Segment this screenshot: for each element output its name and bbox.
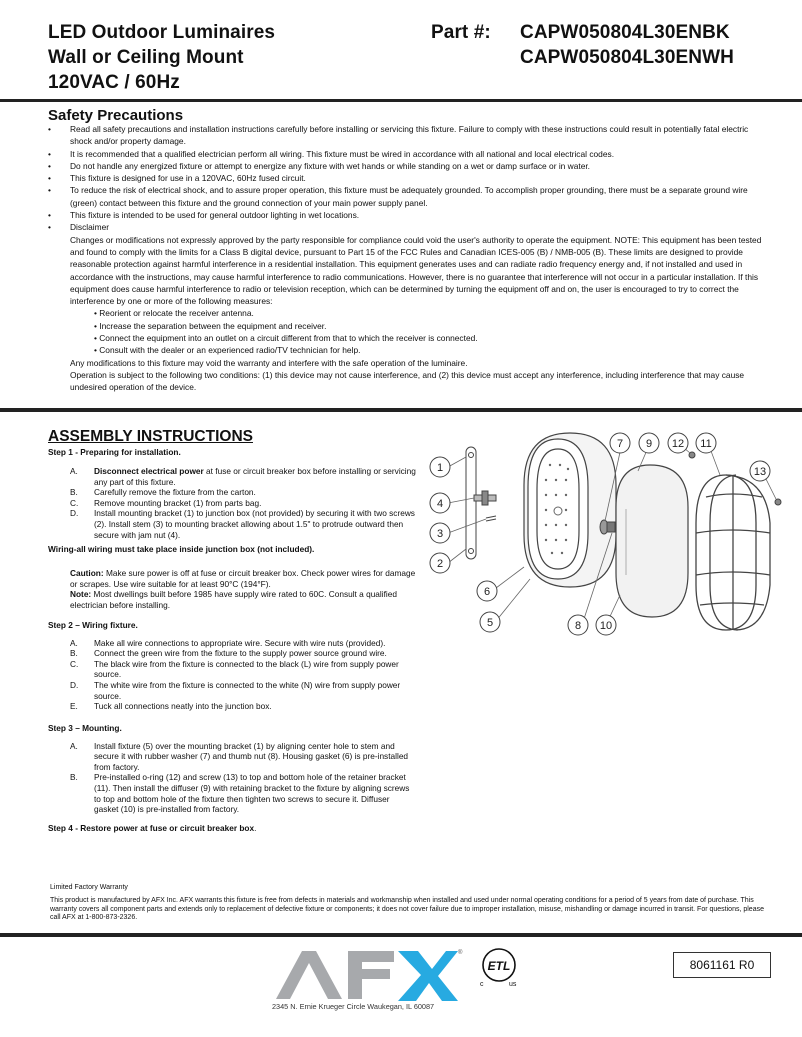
measure-item: • Reorient or relocate the receiver antenna.	[94, 308, 254, 319]
callout-8	[568, 615, 588, 635]
note-text: Note: Most dwellings built before 1985 have supply wire rated to 60C. Consult a qualified electrician before installing.	[70, 589, 397, 610]
safety-list	[48, 123, 764, 394]
step1-item-a: A. Disconnect electrical power at fuse or circuit breaker box before installing or servicing any part of this fixture.	[70, 466, 416, 487]
measure-item: • Consult with the dealer or an experienced radio/TV technician for help.	[94, 345, 361, 356]
cage-drawing	[696, 475, 770, 630]
measure-item: • Increase the separation between the equipment and receiver.	[94, 320, 327, 331]
step1-item-d: D. Install mounting bracket (1) to junction box (not provided) by securing it with two screws (2). Install stem (3) to mounting bracket allowing about 1.5" to protrude outward then secure with jam nut (4).	[70, 508, 415, 540]
callout-6	[477, 581, 497, 601]
svg-text:13: 13	[753, 466, 767, 478]
safety-title: Safety Precautions	[48, 107, 184, 124]
safety-item: • Read all safety precautions and installation instructions carefully before installing or servicing this fixture. Failure to comply with these instructions could result in potentially fatal electric shock and/or property damage.	[48, 124, 749, 147]
washer-nut-drawing	[600, 520, 615, 534]
step1-item-c: C. Remove mounting bracket (1) from parts bag.	[70, 497, 262, 508]
disclaimer-title: Disclaimer	[70, 222, 110, 233]
part-number-black: CAPW050804L30ENBK	[520, 22, 730, 43]
mounting-bracket-drawing	[466, 447, 496, 559]
callout-13	[750, 461, 770, 481]
callout-3	[430, 523, 450, 543]
callout-5	[480, 612, 500, 632]
step4-title: Step 4 - Restore power at fuse or circuit breaker box.	[48, 822, 257, 833]
svg-text:8: 8	[574, 620, 582, 632]
svg-text:9: 9	[645, 438, 653, 450]
svg-text:11: 11	[700, 438, 712, 450]
wiring-heading: Wiring-all wiring must take place inside junction box (not included).	[48, 544, 315, 555]
svg-text:6: 6	[483, 586, 491, 598]
footer-divider	[0, 933, 802, 937]
step2-item: C. The black wire from the fixture is connected to the black (L) wire from supply power source.	[70, 658, 399, 680]
callout-10	[596, 615, 616, 635]
safety-item: • To reduce the risk of electrical shock, and to assure proper operation, this fixture must be adequately grounded. To accomplish proper grounding, there must be a separate ground wire (green) contact between this fixture and the ground connection of your main power supply panel.	[48, 185, 748, 208]
title-line-2: Wall or Ceiling Mount	[48, 47, 244, 68]
svg-text:2: 2	[436, 558, 444, 570]
svg-text:3: 3	[436, 528, 444, 540]
svg-text:7: 7	[616, 438, 624, 450]
callout-7	[610, 433, 630, 453]
afx-logo-letters	[276, 951, 394, 999]
disclaimer-item: • Disclaimer Changes or modifications not expressly approved by the party responsible for compliance could void the user's authority to operate the equipment. NOTE: This equipment has been tested and found to comply with the limits for a Class B digital device, pursuant to Part 15 of the FCC Rules and Canadian ICES-005 (B) / NMB-005 (B). These limits are designed to provide reasonable protection against harmful interference in a residential installation. This equipment generates uses and can radiate radio frequency energy and, if not installed and used in accordance with the instructions, may cause harmful interference to radio communications. However, there is no guarantee that interference will not occur in a particular installation. If this equipment does cause harmful interference to radio or television reception, which can be determined by turning the equipment off and on, the user is encouraged to try to correct the interference by one or more of the following measures: • Reorient or relocate the receiver antenna. • Increase the separation between the equipment and receiver. • Connect the equipment into an outlet on a circuit different from that to which the receiver is connected. • Consult with the dealer or an experienced radio/TV technician for help. Any modifications to this fixture may void the warranty and interfere with the safe operation of the luminaire. Operation is subject to the following two conditions: (1) this device may not cause interference, and (2) this device must accept any interference, including interference that may cause undesired operation of the device.	[48, 221, 764, 393]
safety-item: • This fixture is designed for use in a 120VAC, 60Hz fused circuit.	[48, 173, 306, 184]
callout-12	[668, 433, 688, 453]
callout-2	[430, 553, 450, 573]
part-label: Part #:	[431, 22, 491, 43]
operation-text: Operation is subject to the following two conditions: (1) this device may not cause interference, and (2) this device must accept any interference, including interference that may cause undesired operation of the device.	[70, 369, 745, 393]
step3-item: B. Pre-installed o-ring (12) and screw (13) to top and bottom hole of the retainer bracket (11). Then install the diffuser (9) with retaining bracket to the fixture by aligning screws to top and bottom hole of the fixture then tighten two screws to secure it. Diffuser gasket (10) is pre-installed from factory.	[70, 772, 410, 815]
svg-text:ETL: ETL	[487, 959, 511, 973]
safety-item: • This fixture is intended to be used for general outdoor lighting in wet locations.	[48, 210, 360, 221]
assembly-body	[48, 447, 416, 833]
document-number: 8061161 R0	[673, 952, 771, 978]
svg-text:us: us	[509, 981, 517, 988]
step2-title: Step 2 – Wiring fixture.	[48, 619, 138, 630]
exploded-diagram	[420, 425, 800, 645]
modification-text: Any modifications to this fixture may void the warranty and interfere with the safe operation of the luminaire.	[70, 357, 468, 368]
callout-1	[430, 457, 450, 477]
svg-text:10: 10	[599, 620, 613, 632]
warranty-text: This product is manufactured by AFX Inc. AFX warrants this fixture is free from defects in materials and workmanship when installed and used under normal operating conditions for a period of 5 years from date of purchase. This warranty covers all component parts and extends only to replacement of defective fixture or components; it does not cover failure due to improper installation, misuse, mishandling or damage incurred in transit. For questions, please call AFX at 1-800-873-2326.	[50, 897, 764, 922]
title-line-1: LED Outdoor Luminaires	[48, 22, 276, 43]
measure-item: • Connect the equipment into an outlet on a circuit different from that to which the receiver is connected.	[94, 333, 478, 344]
assembly-title: ASSEMBLY INSTRUCTIONS	[48, 428, 253, 445]
afx-logo	[272, 945, 464, 1005]
warranty-title: Limited Factory Warranty	[50, 884, 128, 891]
svg-text:c: c	[480, 981, 484, 988]
safety-item: • It is recommended that a qualified electrician perform all wiring. This fixture must be wired in accordance with all national and local electrical codes.	[48, 148, 615, 159]
step2-item: A. Make all wire connections to appropriate wire. Secure with wire nuts (provided).	[70, 637, 386, 648]
callout-11	[696, 433, 716, 453]
afx-logo-x	[398, 951, 458, 1001]
step2-item: E. Tuck all connections neatly into the junction box.	[70, 701, 272, 712]
step2-item: B. Connect the green wire from the fixture to the supply power source ground wire.	[70, 648, 387, 659]
safety-divider	[0, 408, 802, 412]
safety-item: • Do not handle any energized fixture or attempt to energize any fixture with wet hands or while standing on a wet or damp surface or in water.	[48, 160, 591, 171]
etl-certification-mark	[478, 944, 520, 988]
step1-title: Step 1 - Preparing for installation.	[48, 447, 181, 457]
callout-4	[430, 493, 450, 513]
svg-text:®: ®	[458, 950, 463, 956]
step3-item: A. Install fixture (5) over the mounting bracket (1) by aligning center hole to stem and secure it with rubber washer (7) and thumb nut (8). Housing gasket (6) is pre-installed from factory.	[70, 740, 409, 772]
svg-text:1: 1	[436, 462, 444, 474]
part-number-white: CAPW050804L30ENWH	[520, 47, 734, 68]
header-divider	[0, 99, 802, 102]
callout-9	[639, 433, 659, 453]
step2-item: D. The white wire from the fixture is connected to the white (N) wire from supply power source.	[70, 679, 401, 701]
step3-title: Step 3 – Mounting.	[48, 722, 122, 733]
diffuser-drawing	[616, 465, 688, 617]
step1-item-b: B. Carefully remove the fixture from the carton.	[70, 487, 256, 498]
title-line-3: 120VAC / 60Hz	[48, 72, 180, 93]
svg-text:5: 5	[486, 617, 494, 629]
company-address: 2345 N. Ernie Krueger Circle Waukegan, IL 60087	[272, 1002, 435, 1011]
svg-text:4: 4	[436, 498, 444, 510]
svg-text:12: 12	[671, 438, 685, 450]
caution-text: Caution: Make sure power is off at fuse or circuit breaker box. Check power wires for damage or scrapes. Use wire suitable for at least 90°C (194°F).	[70, 568, 416, 589]
disclaimer-text: Changes or modifications not expressly approved by the party responsible for compliance could void the user's authority to operate the equipment. NOTE: This equipment has been tested and found to comply with the limits for a Class B digital device, pursuant to Part 15 of the FCC Rules and Canadian ICES-005 (B) / NMB-005 (B). These limits are designed to provide reasonable protection against harmful interference in a residential installation. This equipment generates uses and can radiate radio frequency energy and, if not installed and used in accordance with the instructions, may cause harmful interference to radio communications. However, there is no guarantee that interference will not occur in a particular installation. If this equipment does cause harmful interference to radio or television reception, which can be determined by turning the equipment off and on, the user is encouraged to try to correct the interference by one or more of the following measures:	[70, 234, 762, 307]
